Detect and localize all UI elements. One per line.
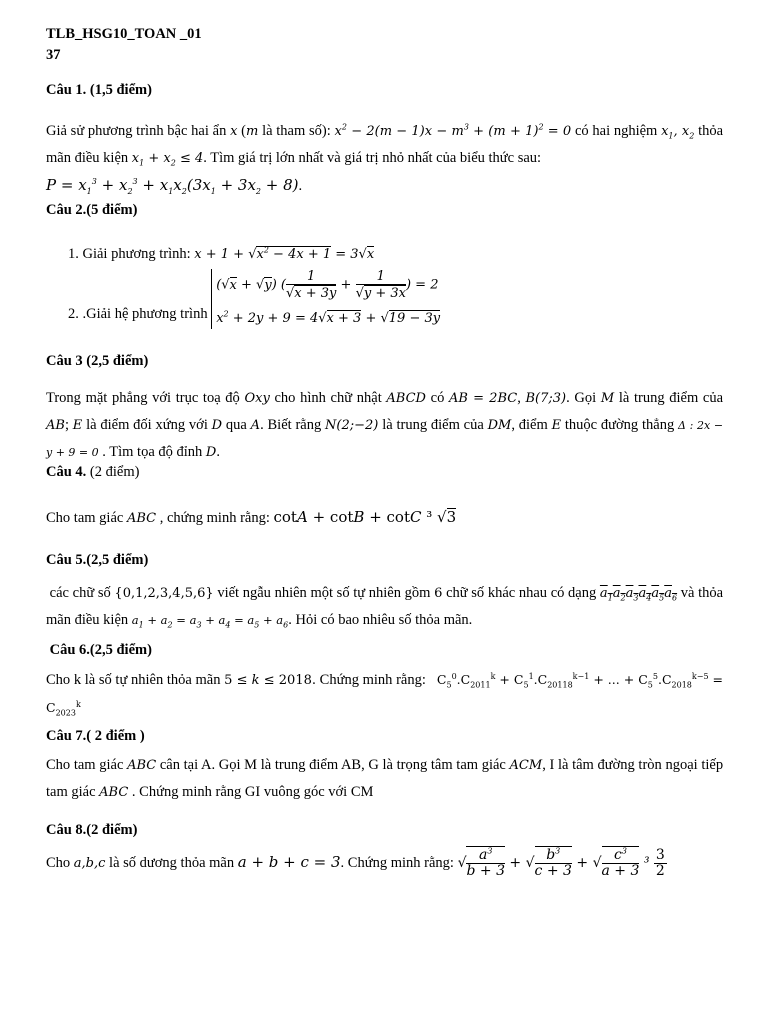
question-8-body: Cho a,b,c là số dương thỏa mãn a + b + c = 3. Chứng minh rằng: √ $\frac{a^3}{b + 3}$ + √ $\frac{b^3}{c + 3}$ + √ $\frac{c^3}{a + 3}$ ³ $\frac{3}{2}$ — [46, 845, 665, 879]
question-5 — [46, 550, 723, 634]
question-4-title: Câu 4. (2 điểm) — [46, 464, 140, 480]
question-2-item-2: 2. .Giải hệ phương trình (√x + √y) ( $\frac{1}{√x + 3y}$ + $\frac{1}{√y + 3x}$ ) = 2 $x^2 + 2y + 9 = 4√x + 3 + √19 - 3y$ — [46, 269, 723, 329]
question-5-body: các chữ số {0,1,2,3,4,5,6} viết ngẫu nhiên một số tự nhiên gồm 6 chữ số khác nhau có dạng $a_1a_2a_3a_4a_5a_6$ và thỏa mãn điều kiện $a_1 + a_2 = a_3 + a_4 = a_5 + a_6$. Hỏi có bao nhiêu số thỏa mãn. — [46, 585, 724, 630]
expression-P: $P = x_1^3 + x_2^3 + x_1x_2(3x_1 + 3x_2 + 8)$ — [46, 176, 299, 196]
inequality-8: √ $\frac{a^3}{b + 3}$ + √ $\frac{b^3}{c + 3}$ + √ $\frac{c^3}{a + 3}$ ³ $\frac{3}{2}$ — [457, 845, 665, 879]
question-8-title: Câu 8.(2 điểm) — [46, 822, 138, 838]
question-6-body: Cho k là số tự nhiên thỏa mãn 5 ≤ k ≤ 2018. Chứng minh rằng: $C_5^0.C_{2011}^k + C_5^1.C_{20118}^{k-1}$ + ... + $C_5^5.C_{2018}^{k-5} = C_{2023}^k$ — [46, 671, 724, 718]
combinatorial-identity: $C_5^0.C_{2011}^k + C_5^1.C_{20118}^{k-1}$ + ... + $C_5^5.C_{2018}^{k-5} = C_{2023}^k$ — [46, 671, 724, 718]
question-4 — [46, 462, 723, 532]
question-7-body: Cho tam giác ABC cân tại A. Gọi M là trung điểm AB, G là trọng tâm tam giác ACM, I là tâm đường tròn ngoại tiếp tam giác ABC . Chứng minh rằng GI vuông góc với CM — [46, 757, 724, 800]
equation-system: (√x + √y) ( $\frac{1}{√x + 3y}$ + $\frac{1}{√y + 3x}$ ) = 2 $x^2 + 2y + 9 = 4√x + 3 + √19 - 3y$ — [211, 269, 440, 329]
question-5-title: Câu 5.(2,5 điểm) — [46, 552, 149, 568]
question-3-title: Câu 3 (2,5 điểm) — [46, 353, 149, 369]
question-1 — [46, 80, 723, 200]
equation-1: $x^2 - 2(m - 1)x - m^3 + (m + 1)^2 = 0$ — [334, 122, 572, 139]
document-page — [46, 24, 723, 886]
condition-1: $x_1 + x_2 \le 4$ — [131, 151, 204, 168]
document-number: 37 — [46, 47, 61, 63]
document-code: TLB_HSG10_TOAN _01 — [46, 26, 202, 42]
question-7 — [46, 726, 723, 806]
question-7-title: Câu 7.( 2 điểm ) — [46, 728, 145, 744]
question-8 — [46, 820, 723, 886]
question-2-title: Câu 2.(5 điểm) — [46, 202, 138, 218]
question-6-title: Câu 6.(2,5 điểm) — [49, 642, 152, 658]
question-3-body: Trong mặt phẳng với trục toạ độ Oxy cho hình chữ nhật ABCD có AB = 2BC, B(7;3). Gọi M là trung điểm của AB; E là điểm đối xứng với D qua A. Biết rằng N(2;−2) là trung điểm của DM, điểm E thuộc đường thẳng Δ : 2x − y + 9 = 0 . Tìm tọa độ đỉnh D. — [46, 390, 724, 460]
question-3 — [46, 351, 723, 466]
question-1-title: Câu 1. (1,5 điểm) — [46, 82, 152, 98]
question-1-body: Giả sử phương trình bậc hai ẩn x (m là tham số): $x^2 - 2(m - 1)x - m^3 + (m + 1)^2 = 0$ có hai nghiệm $x_1$, $x_2$ thỏa mãn điều kiện $x_1 + x_2 \le 4$. Tìm giá trị lớn nhất và giá trị nhỏ nhất của biểu thức sau: $P = x_1^3 + x_2^3 + x_1x_2(3x_1 + 3x_2 + 8)$. — [46, 122, 724, 196]
question-4-body: Cho tam giác ABC , chứng minh rằng: cotA + cotB + cotC ³ √3 — [46, 508, 457, 526]
question-6 — [46, 640, 723, 722]
question-2-item-1: 1. Giải phương trình: $x + 1 + √x^2 - 4x + 1 = 3√x$ — [68, 245, 375, 262]
question-2 — [46, 200, 723, 329]
